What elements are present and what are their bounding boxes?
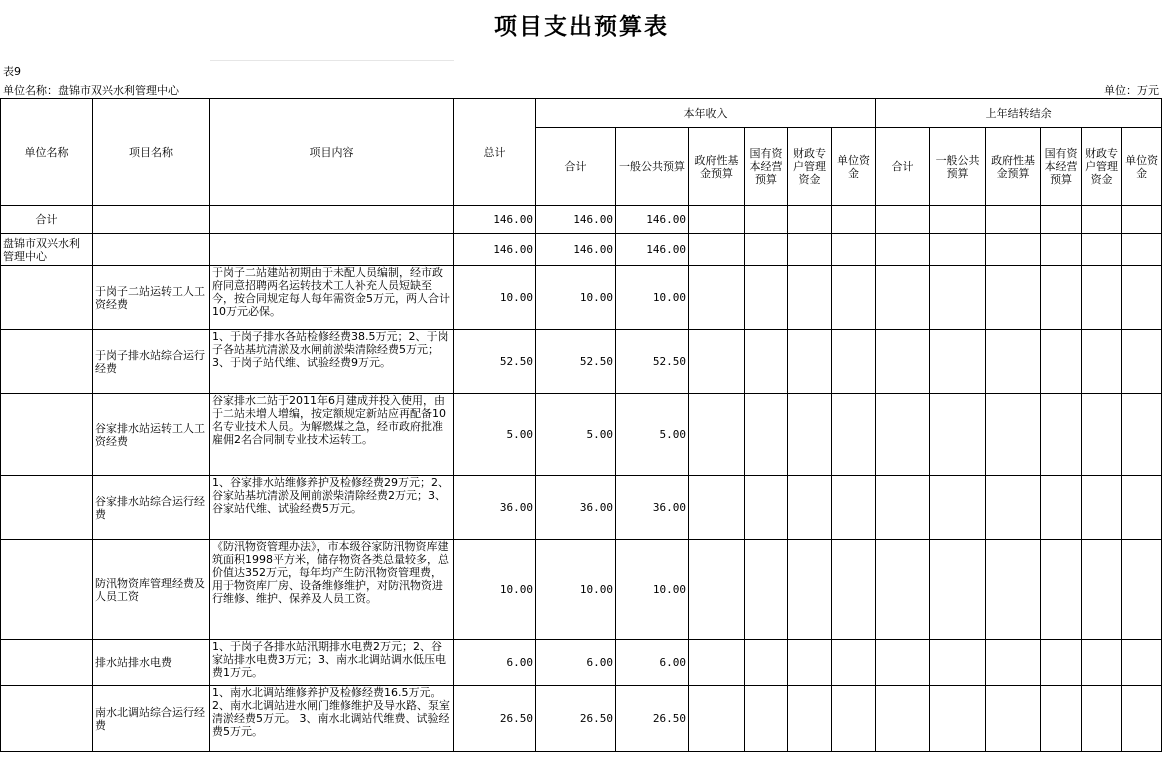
cell-total: 146.00 bbox=[454, 234, 536, 266]
cell-cy-general: 146.00 bbox=[616, 206, 689, 234]
cell-content: 1、于岗子排水各站检修经费38.5万元；2、于岗子各站基坑清淤及水闸前淤柴清除经费5万元；3、于岗子站代维、试验经费9万元。 bbox=[210, 330, 454, 394]
header-unit-name: 单位名称 bbox=[1, 99, 93, 206]
table-row bbox=[1, 394, 1162, 476]
cell-project: 防汛物资库管理经费及人员工资 bbox=[93, 540, 210, 640]
header-ly-subtotal: 合计 bbox=[876, 128, 930, 206]
header-cy-subtotal: 合计 bbox=[536, 128, 616, 206]
cell-unit: 盘锦市双兴水利管理中心 bbox=[1, 234, 93, 266]
cell-unit bbox=[1, 330, 93, 394]
table-row bbox=[1, 640, 1162, 686]
header-ly-special-fund: 财政专户管理资金 bbox=[1082, 128, 1122, 206]
cell-total: 52.50 bbox=[454, 330, 536, 394]
cell-total: 36.00 bbox=[454, 476, 536, 540]
table-number: 表9 bbox=[3, 65, 21, 78]
title-divider bbox=[210, 60, 454, 61]
header-ly-state-capital: 国有资本经营预算 bbox=[1041, 128, 1082, 206]
header-cy-state-capital: 国有资本经营预算 bbox=[745, 128, 788, 206]
cell-cy-subtotal: 10.00 bbox=[536, 266, 616, 330]
header-cy-unit-fund: 单位资金 bbox=[832, 128, 876, 206]
cell-unit bbox=[1, 540, 93, 640]
cell-total: 10.00 bbox=[454, 266, 536, 330]
header-ly-unit-fund: 单位资金 bbox=[1122, 128, 1162, 206]
cell-content: 《防汛物资管理办法》，市本级谷家防汛物资库建筑面积1998平方米，储存物资各类总量较多，总价值达352万元，每年均产生防汛物资管理费，用于物资库厂房、设备维修维护，对防汛物资进行维修、维护、保养及人员工资。 bbox=[210, 540, 454, 640]
table-row bbox=[1, 330, 1162, 394]
cell-project: 谷家排水站运转工人工资经费 bbox=[93, 394, 210, 476]
cell-project bbox=[93, 206, 210, 234]
cell-total: 146.00 bbox=[454, 206, 536, 234]
cell-cy-subtotal: 36.00 bbox=[536, 476, 616, 540]
cell-total: 5.00 bbox=[454, 394, 536, 476]
header-total: 总计 bbox=[454, 99, 536, 206]
cell-content: 1、南水北调站维修养护及检修经费16.5万元。2、南水北调站进水闸门维修维护及导水路、泵室清淤经费5万元。 3、南水北调站代维费、试验经费5万元。 bbox=[210, 686, 454, 752]
header-cy-general-budget: 一般公共预算 bbox=[616, 128, 689, 206]
cell-cy-general: 26.50 bbox=[616, 686, 689, 752]
cell-cy-general: 5.00 bbox=[616, 394, 689, 476]
header-cy-gov-fund: 政府性基金预算 bbox=[689, 128, 745, 206]
table-row bbox=[1, 234, 1162, 266]
table-row bbox=[1, 266, 1162, 330]
cell-content: 1、于岗子各排水站汛期排水电费2万元；2、谷家站排水电费3万元；3、南水北调站调水低压电费1万元。 bbox=[210, 640, 454, 686]
cell-cy-subtotal: 26.50 bbox=[536, 686, 616, 752]
table-row bbox=[1, 476, 1162, 540]
cell-cy-subtotal: 52.50 bbox=[536, 330, 616, 394]
cell-cy-subtotal: 146.00 bbox=[536, 234, 616, 266]
header-ly-gov-fund: 政府性基金预算 bbox=[986, 128, 1041, 206]
header-project-name: 项目名称 bbox=[93, 99, 210, 206]
unit-name-label: 单位名称：盘锦市双兴水利管理中心 bbox=[3, 84, 179, 97]
cell-unit bbox=[1, 394, 93, 476]
cell-project: 于岗子排水站综合运行经费 bbox=[93, 330, 210, 394]
cell-content: 谷家排水二站于2011年6月建成并投入使用，由于二站未增人增编，按定额规定新站应再配备10名专业技术人员。为解燃煤之急，经市政府批准雇佣2名合同制专业技术运转工。 bbox=[210, 394, 454, 476]
cell-total: 6.00 bbox=[454, 640, 536, 686]
cell-cy-subtotal: 6.00 bbox=[536, 640, 616, 686]
cell-cy-subtotal: 10.00 bbox=[536, 540, 616, 640]
header-current-year-income: 本年收入 bbox=[536, 99, 876, 128]
header-cy-special-fund: 财政专户管理资金 bbox=[788, 128, 832, 206]
cell-total: 26.50 bbox=[454, 686, 536, 752]
cell-cy-general: 6.00 bbox=[616, 640, 689, 686]
header-last-year-carryover: 上年结转结余 bbox=[876, 99, 1162, 128]
header-ly-general-budget: 一般公共预算 bbox=[930, 128, 986, 206]
cell-cy-subtotal: 5.00 bbox=[536, 394, 616, 476]
cell-content: 1、谷家排水站维修养护及检修经费29万元；2、谷家站基坑清淤及闸前淤柴清除经费2万元；3、谷家站代维、试验经费5万元。 bbox=[210, 476, 454, 540]
cell-cy-general: 52.50 bbox=[616, 330, 689, 394]
table-row bbox=[1, 206, 1162, 234]
cell-content bbox=[210, 234, 454, 266]
cell-project: 排水站排水电费 bbox=[93, 640, 210, 686]
header-project-content: 项目内容 bbox=[210, 99, 454, 206]
cell-unit bbox=[1, 266, 93, 330]
cell-unit: 合计 bbox=[1, 206, 93, 234]
cell-project bbox=[93, 234, 210, 266]
cell-cy-general: 36.00 bbox=[616, 476, 689, 540]
currency-unit-label: 单位：万元 bbox=[1104, 84, 1159, 97]
cell-unit bbox=[1, 476, 93, 540]
table-row bbox=[1, 686, 1162, 752]
budget-table bbox=[0, 98, 1162, 752]
cell-cy-general: 146.00 bbox=[616, 234, 689, 266]
page-title: 项目支出预算表 bbox=[494, 14, 669, 40]
cell-project: 南水北调站综合运行经费 bbox=[93, 686, 210, 752]
cell-cy-general: 10.00 bbox=[616, 266, 689, 330]
cell-unit bbox=[1, 686, 93, 752]
cell-content bbox=[210, 206, 454, 234]
cell-total: 10.00 bbox=[454, 540, 536, 640]
cell-project: 谷家排水站综合运行经费 bbox=[93, 476, 210, 540]
cell-unit bbox=[1, 640, 93, 686]
table-row bbox=[1, 540, 1162, 640]
cell-project: 于岗子二站运转工人工资经费 bbox=[93, 266, 210, 330]
cell-cy-general: 10.00 bbox=[616, 540, 689, 640]
cell-content: 于岗子二站建站初期由于未配人员编制，经市政府同意招聘两名运转技术工人补充人员短缺至今，按合同规定每人每年需资金5万元，两人合计10万元必保。 bbox=[210, 266, 454, 330]
cell-cy-subtotal: 146.00 bbox=[536, 206, 616, 234]
